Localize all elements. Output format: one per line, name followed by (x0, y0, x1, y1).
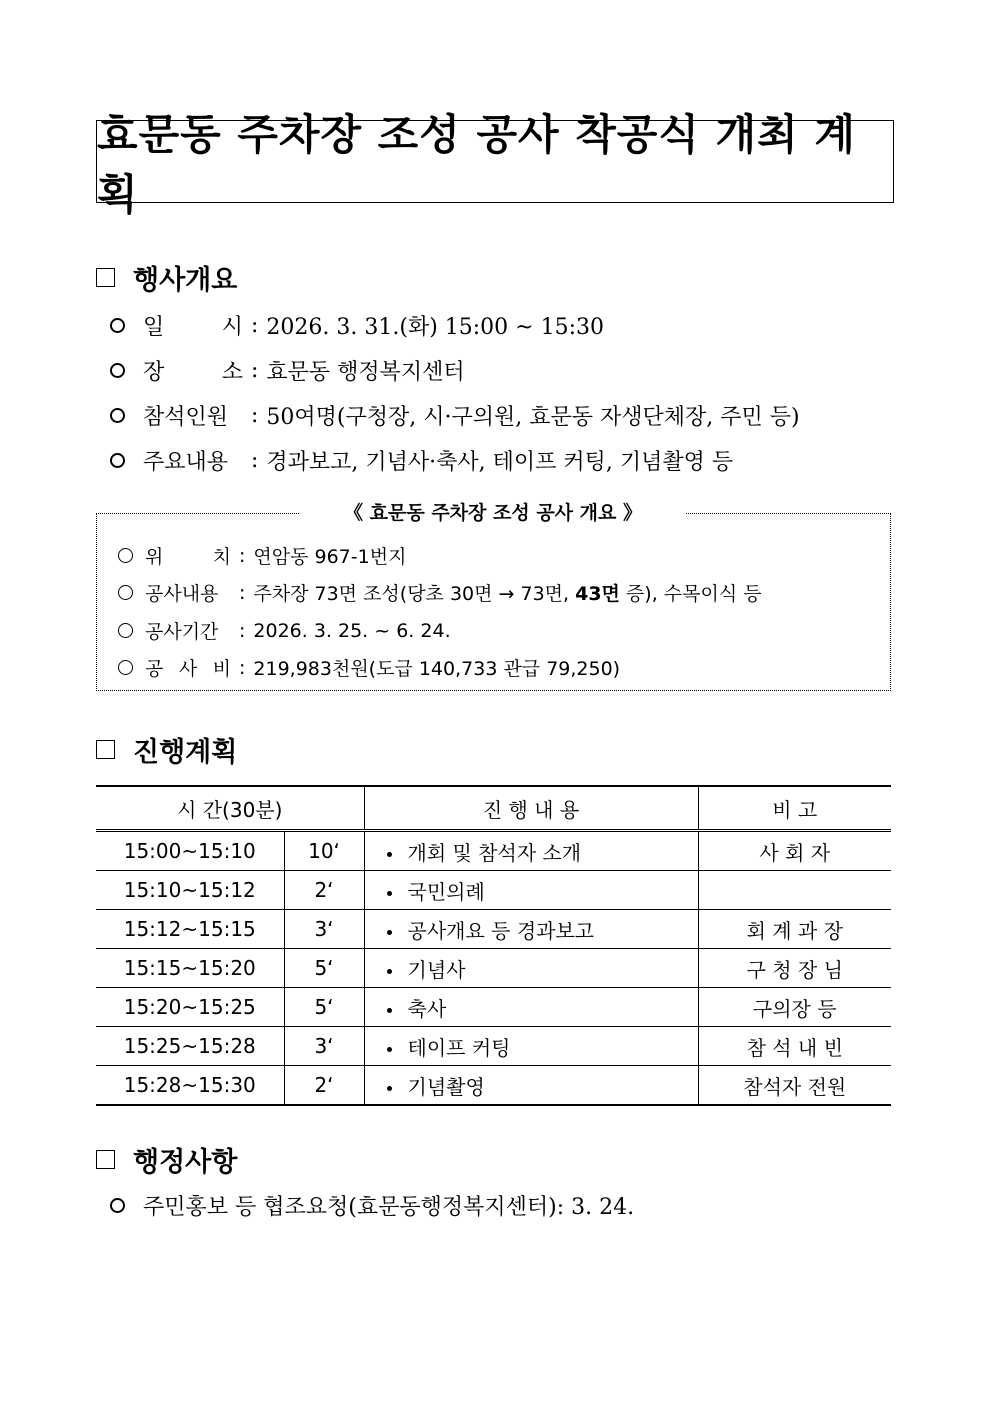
circle-bullet-icon (110, 363, 125, 378)
cell-time: 15:15~15:20 (96, 949, 284, 988)
cell-duration: 3‘ (284, 1027, 364, 1066)
header-note: 비 고 (698, 786, 891, 831)
bullet-dot-icon (387, 1047, 392, 1052)
colon: : (239, 581, 246, 604)
table-header-row (96, 786, 891, 831)
cell-time: 15:25~15:28 (96, 1027, 284, 1066)
colon: : (251, 403, 259, 428)
overview-item-contents (110, 445, 733, 476)
overview-item-attendees (110, 400, 800, 431)
hollow-circle-icon (118, 660, 133, 675)
overview-label: 일 시 (143, 315, 243, 340)
colon: : (239, 619, 246, 642)
admin-item (110, 1190, 634, 1221)
overview-item-datetime (110, 310, 604, 341)
project-label: 공사내용 (145, 583, 219, 605)
overview-item-place (110, 355, 465, 386)
colon: : (251, 358, 259, 383)
cell-time: 15:28~15:30 (96, 1066, 284, 1106)
hollow-circle-icon (118, 623, 133, 638)
bullet-dot-icon (387, 852, 392, 857)
colon: : (251, 448, 259, 473)
table-row (96, 988, 891, 1027)
table-row (96, 1027, 891, 1066)
table-row (96, 949, 891, 988)
square-bullet-icon (96, 1150, 115, 1169)
project-value: 219,983천원(도급 140,733 관급 79,250) (253, 658, 621, 680)
cell-duration: 5‘ (284, 988, 364, 1027)
cell-note: 사 회 자 (698, 831, 891, 871)
title-box (96, 109, 894, 219)
header-content: 진 행 내 용 (364, 786, 698, 831)
circle-bullet-icon (110, 1198, 125, 1213)
project-value: 연암동 967-1번지 (253, 546, 407, 568)
cell-content: 공사개요 등 경과보고 (364, 910, 698, 949)
cell-duration: 10‘ (284, 831, 364, 871)
project-value: 2026. 3. 25. ~ 6. 24. (253, 619, 451, 642)
circle-bullet-icon (110, 318, 125, 333)
cell-note (698, 871, 891, 910)
overview-value: 경과보고, 기념사·축사, 테이프 커팅, 기념촬영 등 (266, 450, 734, 475)
cell-time: 15:12~15:15 (96, 910, 284, 949)
colon: : (251, 313, 259, 338)
project-label: 위 치 (145, 546, 231, 568)
cell-duration: 2‘ (284, 871, 364, 910)
cell-note: 회 계 과 장 (698, 910, 891, 949)
cell-content: 축사 (364, 988, 698, 1027)
admin-value: 주민홍보 등 협조요청(효문동행정복지센터): 3. 24. (143, 1195, 635, 1220)
table-row (96, 831, 891, 871)
table-row (96, 910, 891, 949)
overview-value: 효문동 행정복지센터 (266, 360, 465, 385)
cell-note: 참 석 내 빈 (698, 1027, 891, 1066)
bullet-dot-icon (387, 930, 392, 935)
section-admin (96, 1140, 237, 1179)
project-label: 공 사 비 (145, 658, 231, 680)
section-heading: 행사개요 (133, 265, 238, 296)
project-label: 공사기간 (145, 621, 219, 643)
page-title: 효문동 주차장 조성 공사 착공식 개최 계획 (97, 109, 856, 219)
project-item-content (118, 579, 762, 606)
schedule-table (96, 785, 891, 1106)
section-schedule (96, 730, 237, 769)
overview-label: 장 소 (143, 360, 243, 385)
circle-bullet-icon (110, 453, 125, 468)
table-row (96, 1066, 891, 1106)
cell-content: 테이프 커팅 (364, 1027, 698, 1066)
overview-label: 주요내용 (143, 450, 229, 475)
hollow-circle-icon (118, 585, 133, 600)
cell-duration: 5‘ (284, 949, 364, 988)
overview-value: 50여명(구청장, 시·구의원, 효문동 자생단체장, 주민 등) (266, 405, 800, 430)
cell-content: 개회 및 참석자 소개 (364, 831, 698, 871)
cell-content: 기념사 (364, 949, 698, 988)
section-heading: 행정사항 (133, 1147, 238, 1178)
square-bullet-icon (96, 740, 115, 759)
project-box-title: 《 효문동 주차장 조성 공사 개요 》 (300, 498, 686, 525)
header-time: 시 간(30분) (96, 786, 364, 831)
hollow-circle-icon (118, 548, 133, 563)
cell-content: 국민의례 (364, 871, 698, 910)
section-overview (96, 258, 237, 297)
project-item-cost (118, 654, 620, 681)
section-heading: 진행계획 (133, 737, 238, 768)
cell-note: 구의장 등 (698, 988, 891, 1027)
circle-bullet-icon (110, 408, 125, 423)
bullet-dot-icon (387, 1008, 392, 1013)
colon: : (239, 656, 246, 679)
cell-duration: 2‘ (284, 1066, 364, 1106)
project-item-location (118, 542, 406, 569)
cell-time: 15:10~15:12 (96, 871, 284, 910)
overview-label: 참석인원 (143, 405, 229, 430)
bullet-dot-icon (387, 969, 392, 974)
cell-time: 15:00~15:10 (96, 831, 284, 871)
colon: : (239, 544, 246, 567)
cell-time: 15:20~15:25 (96, 988, 284, 1027)
project-value: 주차장 73면 조성(당초 30면 → 73면, 43면 증), 수목이식 등 (253, 583, 762, 605)
cell-note: 구 청 장 님 (698, 949, 891, 988)
overview-value: 2026. 3. 31.(화) 15:00 ~ 15:30 (266, 315, 604, 340)
square-bullet-icon (96, 268, 115, 287)
table-row (96, 871, 891, 910)
cell-note: 참석자 전원 (698, 1066, 891, 1106)
bullet-dot-icon (387, 1086, 392, 1091)
project-item-period (118, 617, 451, 644)
cell-duration: 3‘ (284, 910, 364, 949)
bullet-dot-icon (387, 891, 392, 896)
cell-content: 기념촬영 (364, 1066, 698, 1106)
